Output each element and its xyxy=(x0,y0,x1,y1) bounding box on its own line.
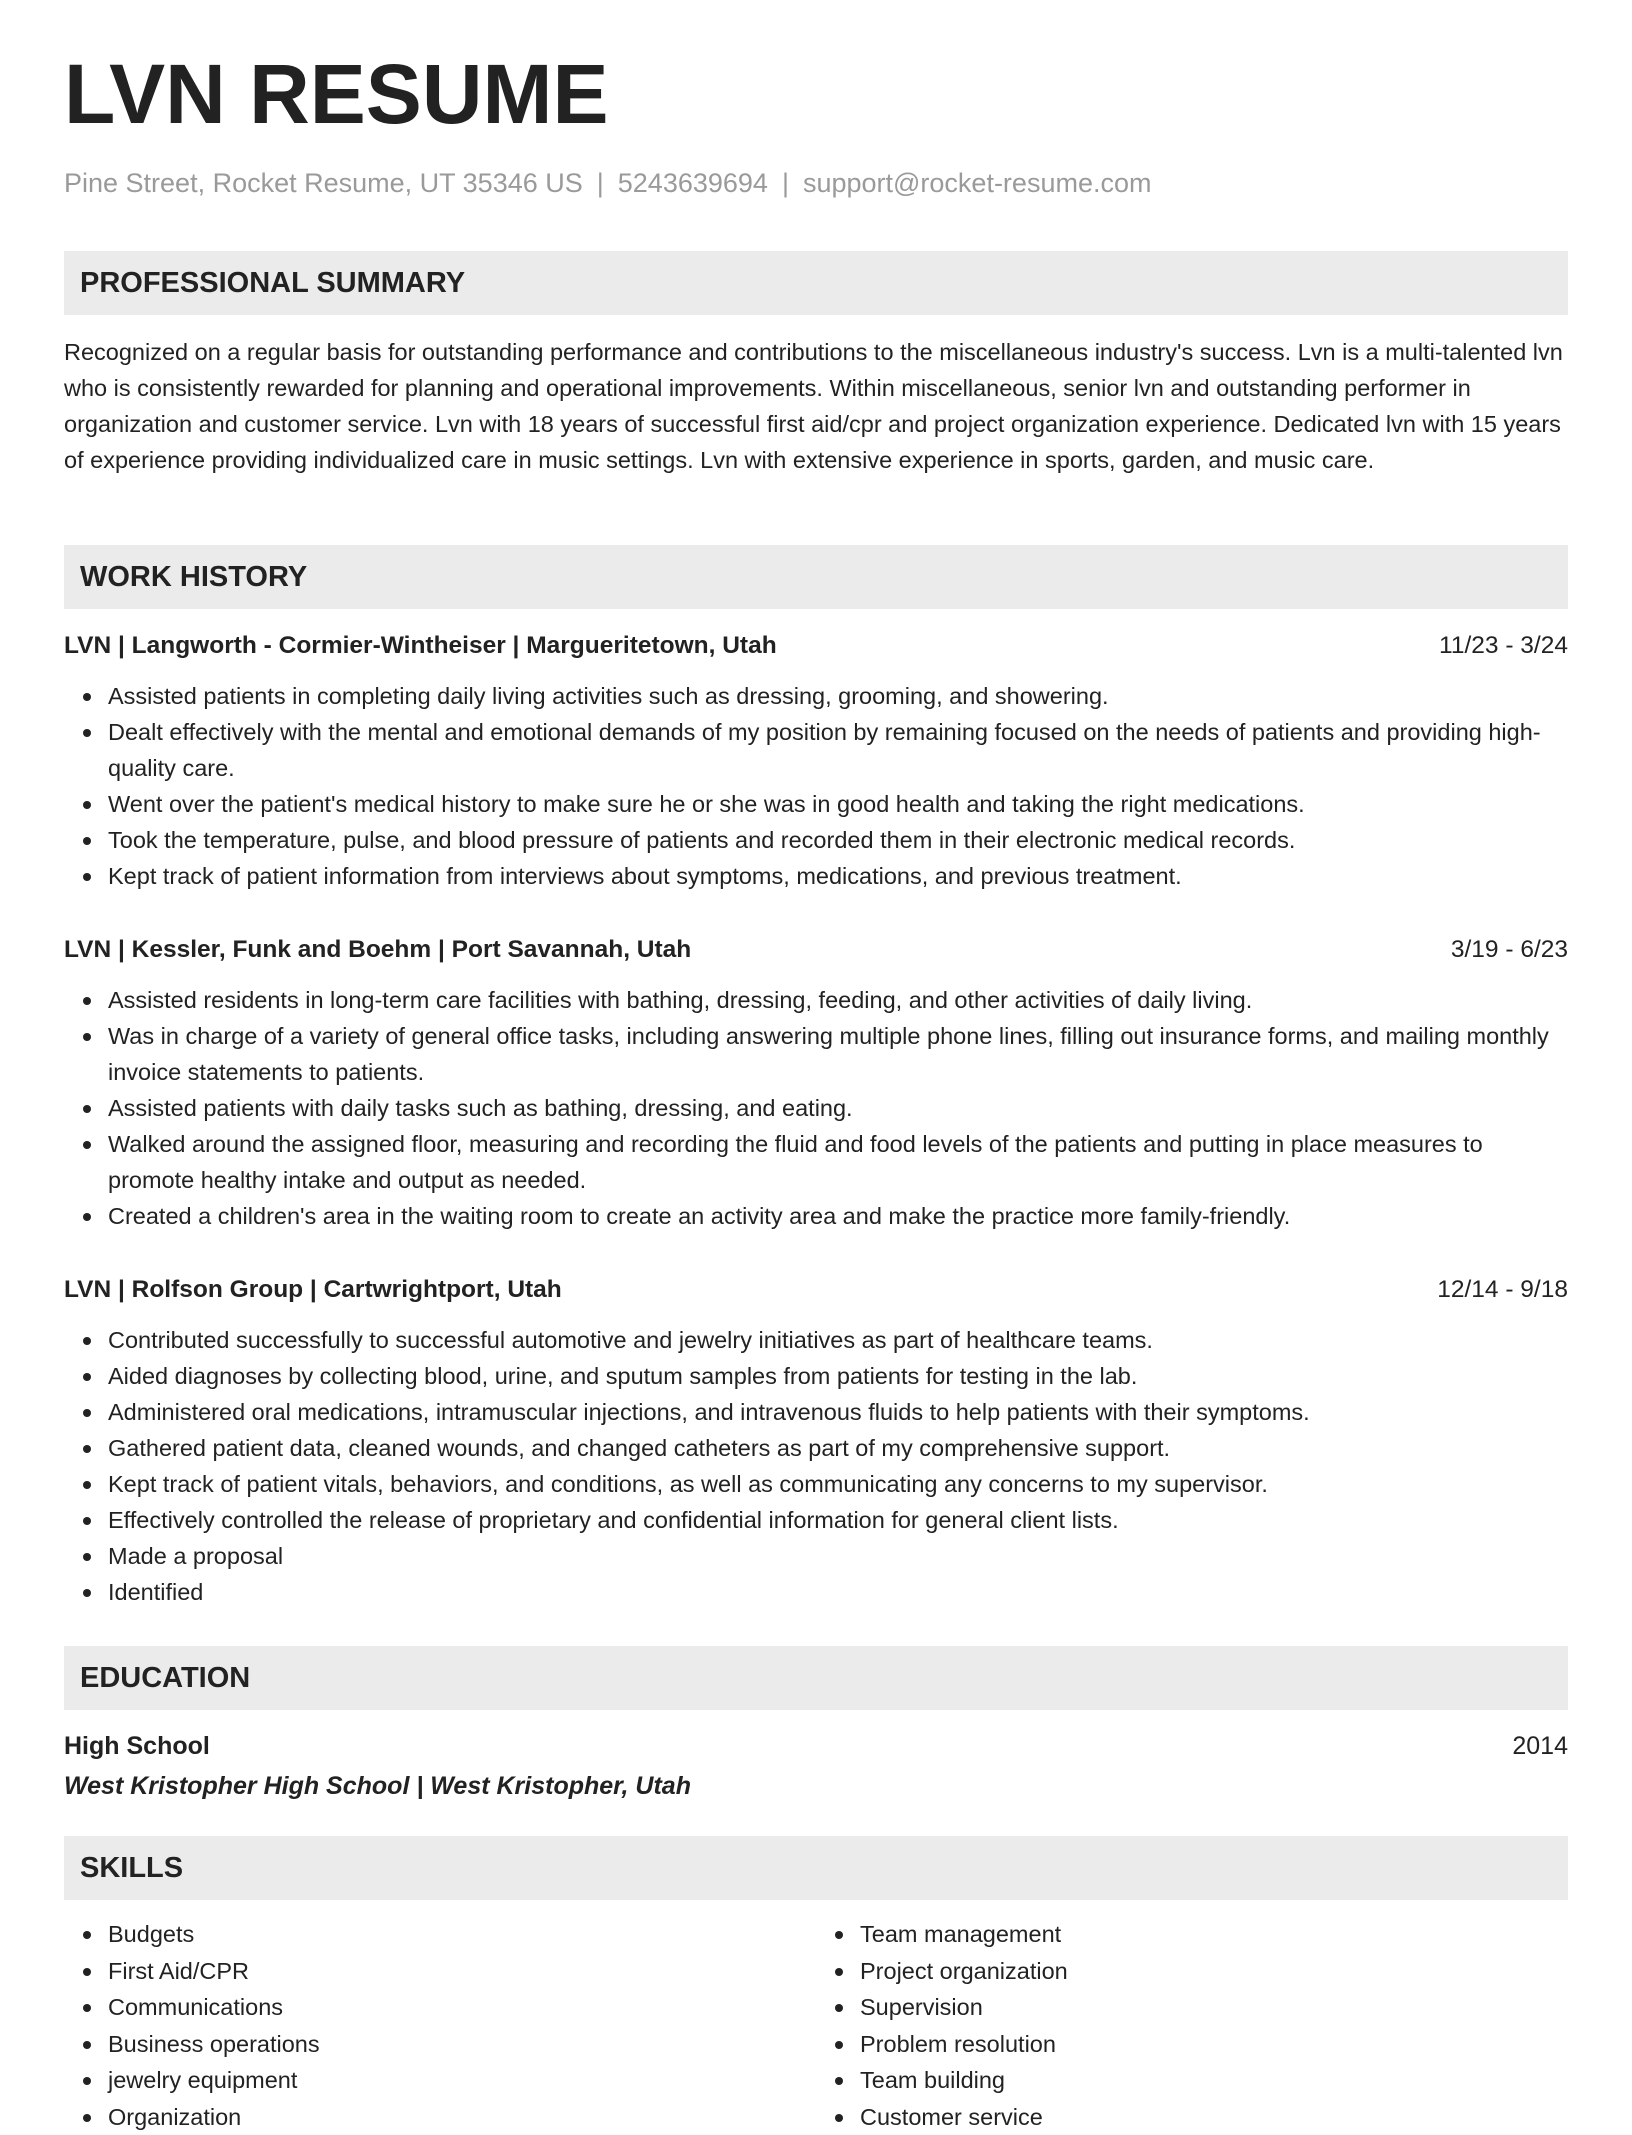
resume-title: LVN RESUME xyxy=(64,52,608,136)
skill-item: Organization xyxy=(108,2099,816,2135)
job-bullet: Created a children's area in the waiting room to create an activity area and make the practice more family-friendly. xyxy=(108,1198,1568,1234)
skills-list-right xyxy=(816,1916,1568,2135)
job-bullet: Aided diagnoses by collecting blood, urine, and sputum samples from patients for testing in the lab. xyxy=(108,1358,1568,1394)
skills-columns xyxy=(64,1916,1568,2135)
contact-line xyxy=(64,168,1151,199)
job-bullet: Took the temperature, pulse, and blood pressure of patients and recorded them in their electronic medical records. xyxy=(108,822,1568,858)
section-header-skills: SKILLS xyxy=(64,1836,1568,1900)
education-year: 2014 xyxy=(1512,1728,1568,1764)
job-bullet: Contributed successfully to successful automotive and jewelry initiatives as part of healthcare teams. xyxy=(108,1322,1568,1358)
education-header xyxy=(64,1728,1568,1764)
education-degree: High School xyxy=(64,1728,210,1764)
skill-item: Budgets xyxy=(108,1916,816,1953)
skill-item: Problem resolution xyxy=(860,2026,1568,2063)
job-bullet: Went over the patient's medical history to make sure he or she was in good health and taking the right medications. xyxy=(108,786,1568,822)
job-dates: 11/23 - 3/24 xyxy=(1439,628,1568,664)
contact-separator: | xyxy=(583,168,618,199)
contact-email: support@rocket-resume.com xyxy=(803,168,1152,198)
skill-item: Customer service xyxy=(860,2099,1568,2135)
job-bullet: Assisted patients with daily tasks such as bathing, dressing, and eating. xyxy=(108,1090,1568,1126)
skill-item: Supervision xyxy=(860,1989,1568,2026)
skill-item: Business operations xyxy=(108,2026,816,2063)
contact-separator: | xyxy=(768,168,803,199)
section-header-education: EDUCATION xyxy=(64,1646,1568,1710)
skills-list-left xyxy=(64,1916,816,2135)
job-header xyxy=(64,1272,1568,1308)
job-title: LVN | Kessler, Funk and Boehm | Port Savannah, Utah xyxy=(64,932,691,968)
education-school: West Kristopher High School | West Kristopher, Utah xyxy=(64,1768,1568,1804)
job-bullet: Kept track of patient information from interviews about symptoms, medications, and previous treatment. xyxy=(108,858,1568,894)
job-bullet: Walked around the assigned floor, measuring and recording the fluid and food levels of the patients and putting in place measures to promote healthy intake and output as needed. xyxy=(108,1126,1568,1198)
job-title: LVN | Rolfson Group | Cartwrightport, Utah xyxy=(64,1272,562,1308)
job-bullet: Identified xyxy=(108,1574,1568,1610)
education-entry xyxy=(64,1728,1568,1804)
job-entry xyxy=(64,628,1568,894)
skill-item: Communications xyxy=(108,1989,816,2026)
contact-address: Pine Street, Rocket Resume, UT 35346 US xyxy=(64,168,583,198)
job-bullet: Effectively controlled the release of proprietary and confidential information for general client lists. xyxy=(108,1502,1568,1538)
job-bullet: Kept track of patient vitals, behaviors, and conditions, as well as communicating any concerns to my supervisor. xyxy=(108,1466,1568,1502)
skill-item: Project organization xyxy=(860,1953,1568,1990)
job-bullet: Made a proposal xyxy=(108,1538,1568,1574)
summary-text: Recognized on a regular basis for outstanding performance and contributions to the miscellaneous industry's success. Lvn is a multi-talented lvn who is consistently rewarded for planning and operational improvements. Within miscellaneous, senior lvn and outstanding performer in organization and customer service. Lvn with 18 years of successful first aid/cpr and project organization experience. Dedicated lvn with 15 years of experience providing individualized care in music settings. Lvn with extensive experience in sports, garden, and music care. xyxy=(64,334,1568,478)
job-dates: 3/19 - 6/23 xyxy=(1451,932,1568,968)
job-bullet: Dealt effectively with the mental and emotional demands of my position by remaining focused on the needs of patients and providing high-quality care. xyxy=(108,714,1568,786)
contact-phone: 5243639694 xyxy=(618,168,768,198)
job-dates: 12/14 - 9/18 xyxy=(1437,1272,1568,1308)
job-bullet: Administered oral medications, intramuscular injections, and intravenous fluids to help patients with their symptoms. xyxy=(108,1394,1568,1430)
section-header-summary: PROFESSIONAL SUMMARY xyxy=(64,251,1568,315)
job-bullets xyxy=(64,678,1568,894)
skill-item: jewelry equipment xyxy=(108,2062,816,2099)
skill-item: First Aid/CPR xyxy=(108,1953,816,1990)
job-bullet: Gathered patient data, cleaned wounds, and changed catheters as part of my comprehensive support. xyxy=(108,1430,1568,1466)
skill-item: Team management xyxy=(860,1916,1568,1953)
job-entry xyxy=(64,1272,1568,1610)
job-bullet: Was in charge of a variety of general office tasks, including answering multiple phone lines, filling out insurance forms, and mailing monthly invoice statements to patients. xyxy=(108,1018,1568,1090)
job-bullets xyxy=(64,1322,1568,1610)
job-bullet: Assisted patients in completing daily living activities such as dressing, grooming, and showering. xyxy=(108,678,1568,714)
section-header-work-history: WORK HISTORY xyxy=(64,545,1568,609)
job-bullet: Assisted residents in long-term care facilities with bathing, dressing, feeding, and other activities of daily living. xyxy=(108,982,1568,1018)
job-header xyxy=(64,932,1568,968)
job-entry xyxy=(64,932,1568,1234)
skill-item: Team building xyxy=(860,2062,1568,2099)
job-header xyxy=(64,628,1568,664)
job-title: LVN | Langworth - Cormier-Wintheiser | Margueritetown, Utah xyxy=(64,628,777,664)
job-bullets xyxy=(64,982,1568,1234)
